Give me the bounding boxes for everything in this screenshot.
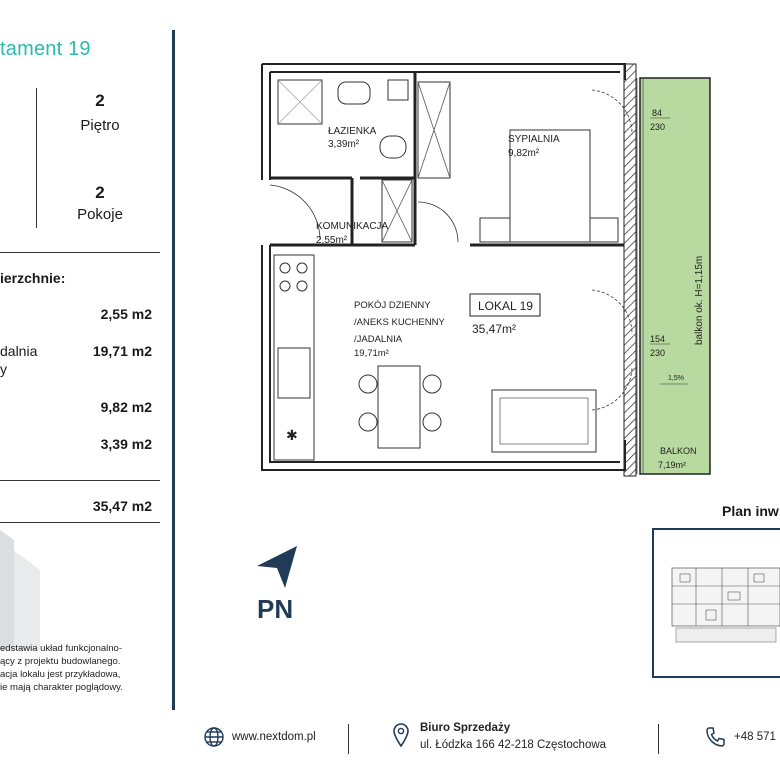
website-link[interactable]: www.nextdom.pl	[232, 731, 316, 743]
area-value-total: 35,47 m2	[92, 498, 152, 514]
bed	[510, 130, 590, 242]
fridge-icon: ✱	[286, 427, 298, 443]
site-plan-thumbnail	[666, 556, 780, 650]
bathroom-area: 3,39m²	[328, 139, 360, 150]
living-area: 19,71m²	[354, 348, 389, 359]
areas-heading: ierzchnie:	[0, 270, 66, 286]
rooms-value: 2	[95, 183, 105, 202]
bathroom-name: ŁAZIENKA	[328, 126, 377, 137]
disclaimer-line-2: ący z projektu budowlanego.	[0, 656, 121, 667]
brand-logo-shape	[0, 530, 50, 660]
plan-inv-title: Plan inw	[722, 503, 779, 519]
apartment-title: tament 19	[0, 38, 91, 60]
disclaimer-line-4: ie mają charakter poglądowy.	[0, 682, 123, 693]
divider-h-1	[0, 252, 160, 253]
area-value-living: 19,71 m2	[92, 343, 152, 359]
unit-area: 35,47m²	[472, 322, 517, 336]
divider-h-2	[0, 480, 160, 481]
unit-name: LOKAL 19	[478, 299, 533, 313]
divider-h-3	[0, 522, 160, 523]
area-value-bedroom: 9,82 m2	[100, 399, 152, 415]
phone-number[interactable]: +48 571	[734, 731, 776, 743]
floor-plan	[240, 50, 720, 490]
right-wall	[624, 64, 636, 476]
divider-vertical-stats	[36, 88, 37, 228]
interior-walls	[270, 72, 624, 245]
washing-machine	[388, 80, 408, 100]
area-label-living: dalnia	[0, 343, 38, 359]
living-line-2: /ANEKS KUCHENNY	[354, 317, 445, 328]
disclaimer-line-3: acja lokalu jest przykładowa,	[0, 669, 121, 680]
bedroom-name: SYPIALNIA	[508, 134, 560, 145]
balcony-note: balkon ok. H=1,15m	[694, 255, 705, 345]
slope-label: 1,5%	[668, 375, 684, 382]
window2-bottom: 230	[650, 348, 666, 358]
living-line-3: /JADALNIA	[354, 334, 403, 345]
bedroom-area: 9,82m²	[508, 148, 540, 159]
toilet	[380, 136, 406, 158]
hall-name: KOMUNIKACJA	[316, 221, 389, 232]
floor-label: Piętro	[80, 117, 120, 134]
globe-icon	[203, 726, 225, 748]
window1-bottom: 230	[650, 122, 666, 132]
living-line-1: POKÓJ DZIENNY	[354, 300, 431, 311]
area-label-living-2: y	[0, 361, 7, 377]
area-value-bathroom: 3,39 m2	[100, 436, 152, 452]
window2-top: 154	[650, 334, 666, 344]
phone-icon	[705, 726, 725, 748]
balcony-name: BALKON	[660, 446, 697, 456]
balcony-area-label: 7,19m²	[658, 460, 687, 470]
window1-top: 84	[652, 108, 663, 118]
compass-label: PN	[257, 594, 294, 624]
office-title: Biuro Sprzedaży	[420, 722, 511, 734]
disclaimer-note	[0, 642, 170, 694]
area-value-hall: 2,55 m2	[100, 306, 152, 322]
north-arrow-icon	[255, 542, 301, 590]
rooms-label: Pokoje	[77, 206, 123, 223]
floor-value: 2	[95, 91, 105, 110]
exterior-walls	[262, 64, 625, 470]
divider-vertical-main	[172, 30, 175, 710]
hall-area: 2,55m²	[316, 235, 348, 246]
disclaimer-line-1: edstawia układ funkcjonalno-	[0, 643, 122, 654]
location-pin-icon	[392, 722, 410, 748]
office-address: ul. Łódzka 166 42-218 Częstochowa	[420, 739, 607, 751]
footer-divider-2	[658, 724, 659, 754]
footer-divider-1	[348, 724, 349, 754]
sink	[338, 82, 370, 104]
